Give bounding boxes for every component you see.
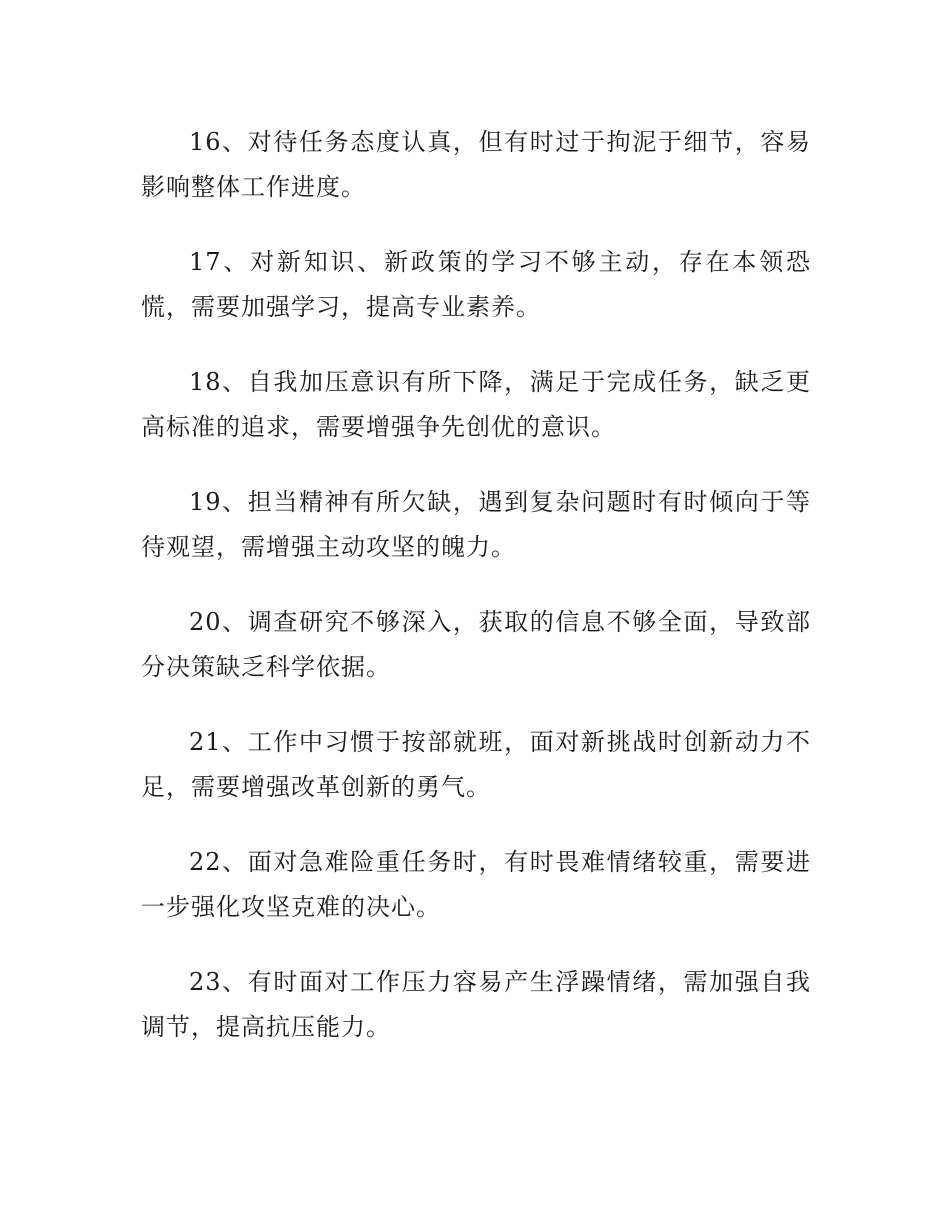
list-item-18: 18、自我加压意识有所下降，满足于完成任务，缺乏更高标准的追求，需要增强争先创优的意识。 [141,368,811,441]
list-item-21: 21、工作中习惯于按部就班，面对新挑战时创新动力不足，需要增强改革创新的勇气。 [141,728,811,801]
list-item-17: 17、对新知识、新政策的学习不够主动，存在本领恐慌，需要加强学习，提高专业素养。 [141,248,811,321]
list-item-19: 19、担当精神有所欠缺，遇到复杂问题时有时倾向于等待观望，需增强主动攻坚的魄力。 [141,488,811,561]
list-item-22: 22、面对急难险重任务时，有时畏难情绪较重，需要进一步强化攻坚克难的决心。 [141,848,811,921]
document-body [141,120,811,1080]
list-item-23: 23、有时面对工作压力容易产生浮躁情绪，需加强自我调节，提高抗压能力。 [141,968,811,1041]
list-item-16: 16、对待任务态度认真，但有时过于拘泥于细节，容易影响整体工作进度。 [141,128,811,201]
list-item-20: 20、调查研究不够深入，获取的信息不够全面，导致部分决策缺乏科学依据。 [141,608,811,681]
